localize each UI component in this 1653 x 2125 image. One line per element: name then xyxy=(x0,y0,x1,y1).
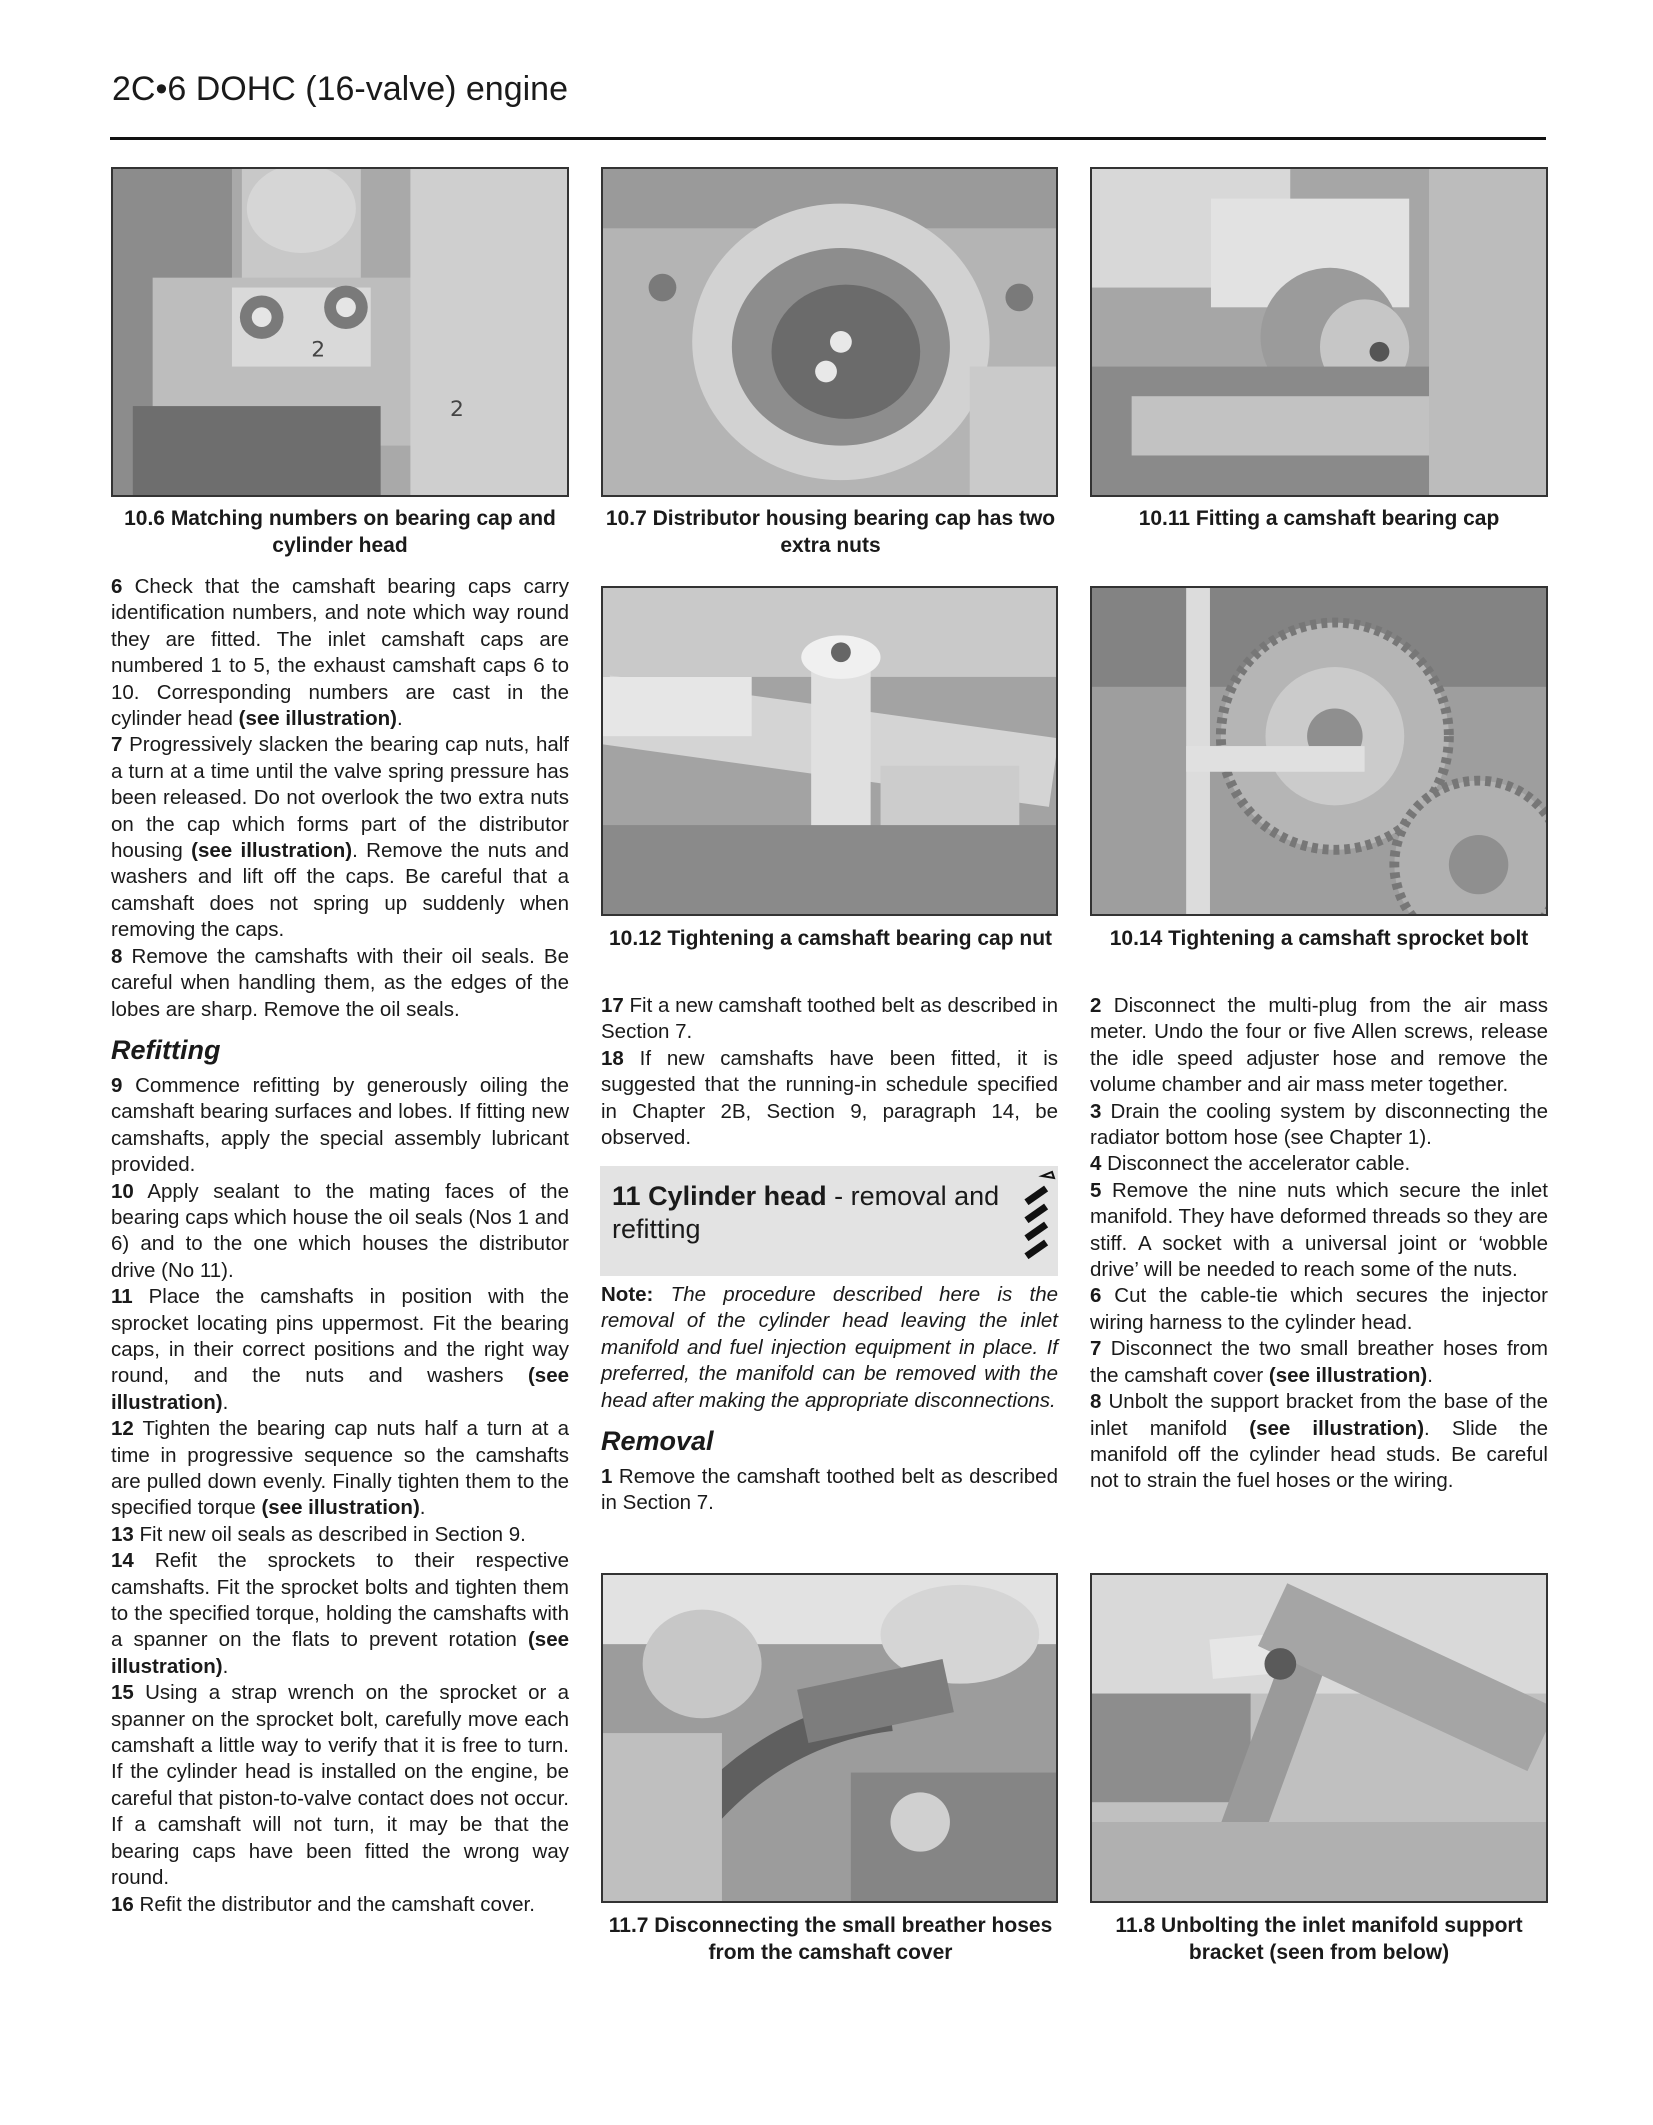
note-paragraph: Note: The procedure described here is the removal of the cylinder head leaving the inlet manifold and fuel injection equipment in place. If preferred, the manifold can be removed with the head after making the appropriate disconnections. xyxy=(601,1283,1058,1412)
removal-step-1: 1 Remove the camshaft toothed belt as described in Section 7. xyxy=(601,1465,1058,1515)
photo-11-8 xyxy=(1090,1573,1548,1903)
photo-10-6 xyxy=(111,167,569,497)
photo-10-7 xyxy=(601,167,1058,497)
paragraph-13: 13 Fit new oil seals as described in Section 9. xyxy=(111,1522,526,1546)
removal-step-5: 5 Remove the nine nuts which secure the inlet manifold. They have deformed threads so they are stiff. A socket with a universal joint or ‘wobble drive’ will be needed to reach some of the nuts. xyxy=(1090,1178,1548,1282)
removal-step-4: 4 Disconnect the accelerator cable. xyxy=(1090,1152,1411,1176)
svg-text:2: 2 xyxy=(311,337,326,363)
photo-10-11 xyxy=(1090,167,1548,497)
photo-11-7 xyxy=(601,1573,1058,1903)
photo-10-14 xyxy=(1090,586,1548,916)
paragraph-10: 10 Apply sealant to the mating faces of the bearing caps which house the oil seals (Nos 1 and 6) and to the one which houses the distributor drive (No 11). xyxy=(111,1179,569,1282)
paragraph-6: 6 Check that the camshaft bearing caps carry identification numbers, and note which way round they are fitted. The inlet camshaft caps are numbered 1 to 5, the exhaust camshaft caps 6 to 10. Corresponding numbers are cast in the cylinder head (see illustration). xyxy=(111,575,569,731)
paragraph-14: 14 Refit the sprockets to their respective camshafts. Fit the sprocket bolts and tighten them to the specified torque, holding the camshafts with a spanner on the flats to prevent rotation (see illustration). xyxy=(111,1549,569,1678)
paragraph-8: 8 Remove the camshafts with their oil seals. Be careful when handling them, as the edges of the lobes are sharp. Remove the oil seals. xyxy=(111,944,569,1021)
caption-11-8: 11.8 Unbolting the inlet manifold support bracket (seen from below) xyxy=(1115,1914,1523,1964)
removal-step-3: 3 Drain the cooling system by disconnecting the radiator bottom hose (see Chapter 1). xyxy=(1090,1099,1548,1150)
paragraph-11: 11 Place the camshafts in position with the sprocket locating pins uppermost. Fit the bearing caps, in their correct positions and the right way round, and the nuts and washers (see illustration). xyxy=(111,1285,569,1414)
paragraph-9: 9 Commence refitting by generously oiling the camshaft bearing surfaces and lobes. If fitting new camshafts, apply the special assembly lubricant provided. xyxy=(111,1073,569,1177)
text-column-2-lower xyxy=(601,1282,1058,1517)
caption-10-7: 10.7 Distributor housing bearing cap has two extra nuts xyxy=(605,507,1056,557)
svg-text:2: 2 xyxy=(450,397,464,422)
paragraph-18: 18 If new camshafts have been fitted, it is suggested that the running-in schedule specified in Chapter 2B, Section 9, paragraph 14, be observed. xyxy=(601,1046,1058,1150)
paragraph-7: 7 Progressively slacken the bearing cap nuts, half a turn at a time until the valve spring pressure has been released. Do not overlook the two extra nuts on the cap which forms part of the distributor housing (see illustration). Remove the nuts and washers and lift off the caps. Be careful that a camshaft does not spring up suddenly when removing the caps. xyxy=(111,733,570,942)
paragraph-16: 16 Refit the distributor and the camshaft cover. xyxy=(111,1892,535,1916)
text-column-1 xyxy=(111,574,569,1918)
caption-11-7: 11.7 Disconnecting the small breather hoses from the camshaft cover xyxy=(608,1914,1053,1964)
section-heading: 11 Cylinder head - removal and refitting xyxy=(612,1181,1000,1244)
caption-10-6: 10.6 Matching numbers on bearing cap and cylinder head xyxy=(124,507,556,557)
removal-step-8: 8 Unbolt the support bracket from the base of the inlet manifold (see illustration). Slide the manifold off the cylinder head studs. Be careful not to strain the fuel hoses or the wiring. xyxy=(1090,1390,1549,1493)
paragraph-12: 12 Tighten the bearing cap nuts half a turn at a time in progressive sequence so the camshafts are pulled down evenly. Finally tighten them to the specified torque (see illustration). xyxy=(111,1417,569,1520)
caption-10-14: 10.14 Tightening a camshaft sprocket bolt xyxy=(1109,927,1529,950)
caption-10-12: 10.12 Tightening a camshaft bearing cap nut xyxy=(608,927,1053,950)
caption-10-11: 10.11 Fitting a camshaft bearing cap xyxy=(1138,507,1500,530)
subheading-refitting: Refitting xyxy=(111,1034,221,1065)
paragraph-15: 15 Using a strap wrench on the sprocket or a spanner on the sprocket bolt, carefully move each camshaft a little way to verify that it is free to turn. If the cylinder head is installed on the engine, be careful that piston-to-valve contact does not occur. If a camshaft will not turn, it may be that the bearing caps have been fitted the wrong way round. xyxy=(111,1681,569,1890)
text-column-2-upper xyxy=(601,993,1058,1151)
removal-step-6: 6 Cut the cable-tie which secures the injector wiring harness to the cylinder head. xyxy=(1090,1284,1548,1334)
page-header: 2C•6 DOHC (16-valve) engine xyxy=(112,70,568,108)
text-column-3 xyxy=(1090,993,1548,1495)
subheading-removal: Removal xyxy=(601,1426,714,1457)
removal-step-7: 7 Disconnect the two small breather hoses from the camshaft cover (see illustration). xyxy=(1090,1337,1548,1387)
paragraph-17: 17 Fit a new camshaft toothed belt as described in Section 7. xyxy=(601,994,1058,1044)
removal-step-2: 2 Disconnect the multi-plug from the air mass meter. Undo the four or five Allen screws, release the idle speed adjuster hose and remove the volume chamber and air mass meter together. xyxy=(1090,994,1548,1097)
photo-10-12 xyxy=(601,586,1058,916)
spanner-rating-icon xyxy=(1018,1170,1058,1274)
header-rule xyxy=(110,137,1546,140)
